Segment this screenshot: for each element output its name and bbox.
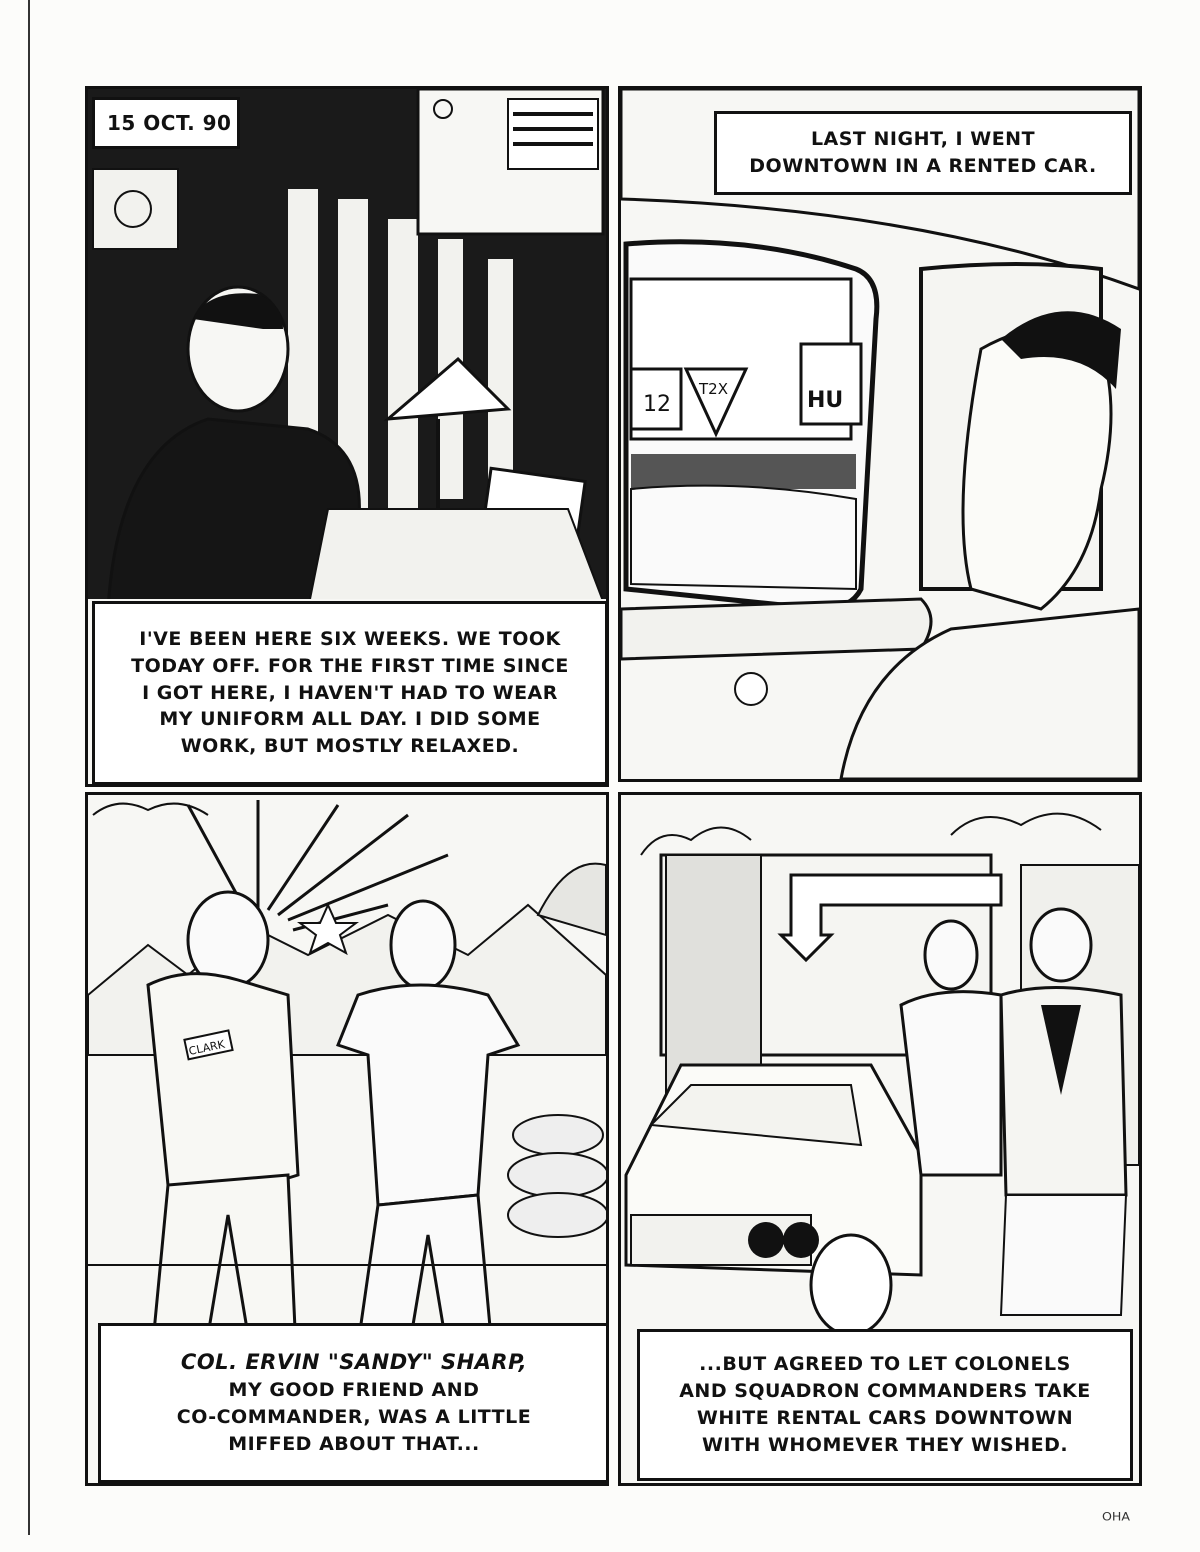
name-tag: CLARK	[187, 1037, 226, 1058]
caption-line: WITH WHOMEVER THEY WISHED.	[701, 1433, 1069, 1456]
narration-caption-2	[714, 111, 1132, 195]
caption-line: CO-COMMANDER, WAS A LITTLE	[176, 1406, 532, 1429]
caption-line: DOWNTOWN IN A RENTED CAR.	[749, 155, 1097, 177]
sign-t2x: T2X	[699, 380, 728, 398]
caption-line: MY GOOD FRIEND AND	[228, 1379, 480, 1402]
artist-signature: ᴼᴴᴬ	[1102, 1508, 1130, 1532]
sign-hu: HU	[807, 388, 844, 413]
caption-line: WORK, BUT MOSTLY RELAXED.	[180, 735, 520, 758]
narration-caption-1	[92, 601, 608, 785]
panel-3	[85, 792, 609, 1486]
narration-caption-4	[637, 1329, 1133, 1481]
caption-line: LAST NIGHT, I WENT	[810, 128, 1036, 151]
page-margin-line	[28, 0, 30, 1535]
caption-line: MY UNIFORM ALL DAY. I DID SOME	[159, 708, 541, 731]
date-caption	[92, 97, 240, 149]
panel-1	[85, 86, 609, 787]
panel-4	[618, 792, 1142, 1486]
caption-line: ...BUT AGREED TO LET COLONELS	[699, 1353, 1071, 1376]
character-name: COL. ERVIN "SANDY" SHARP,	[180, 1349, 528, 1374]
narration-caption-3	[98, 1323, 609, 1483]
caption-line: WHITE RENTAL CARS DOWNTOWN	[696, 1407, 1074, 1429]
caption-line: I'VE BEEN HERE SIX WEEKS. WE TOOK	[139, 627, 561, 650]
caption-line: AND SQUADRON COMMANDERS TAKE	[679, 1380, 1091, 1403]
panel-2	[618, 86, 1142, 782]
caption-line: TODAY OFF. FOR THE FIRST TIME SINCE	[131, 654, 569, 677]
caption-line: I GOT HERE, I HAVEN'T HAD TO WEAR	[142, 681, 558, 704]
date-text: 15 OCT. 90	[107, 110, 232, 135]
sign-12: 12	[643, 392, 671, 417]
caption-line: MIFFED ABOUT THAT...	[228, 1433, 480, 1456]
